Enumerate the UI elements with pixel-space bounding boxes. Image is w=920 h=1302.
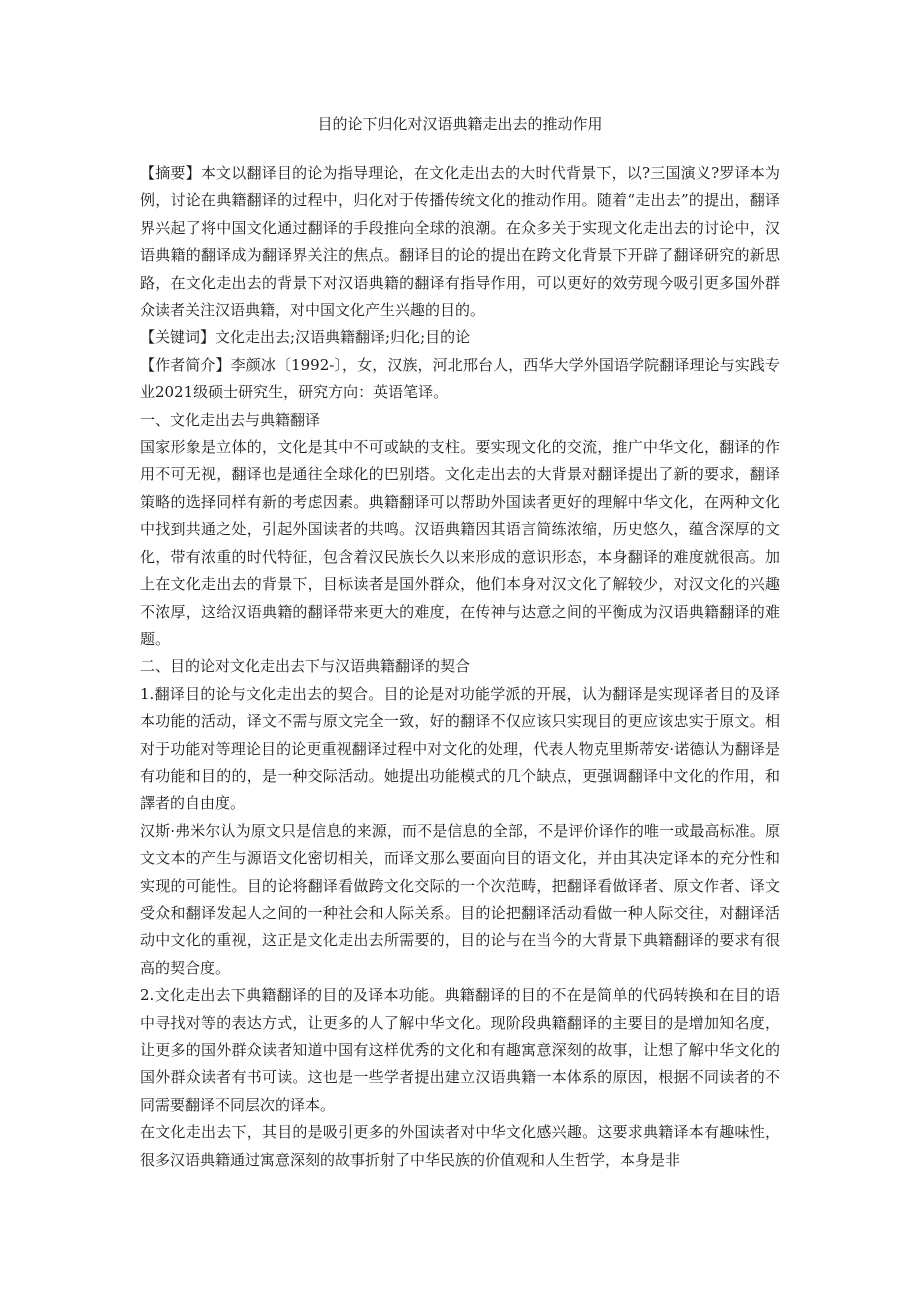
author-bio-paragraph: 【作者简介】李颜冰〔1992-〕，女，汉族，河北邢台人，西华大学外国语学院翻译理论与实践专业2021级硕士研究生，研究方向：英语笔译。	[140, 355, 780, 402]
body-paragraph: 国家形象是立体的，文化是其中不可或缺的支柱。要实现文化的交流，推广中华文化，翻译的作用不可无视，翻译也是通往全球化的巴别塔。文化走出去的大背景对翻译提出了新的要求，翻译策略的选择同样有新的考虑因素。典籍翻译可以帮助外国读者更好的理解中华文化，在两种文化中找到共通之处，引起外国读者的共鸣。汉语典籍因其语言简练浓缩，历史悠久，蕴含深厚的文化，带有浓重的时代特征，包含着汉民族长久以来形成的意识形态，本身翻译的难度就很高。加上在文化走出去的背景下，目标读者是国外群众，他们本身对汉文化了解较少，对汉文化的兴趣不浓厚，这给汉语典籍的翻译带来更大的难度，在传神与达意之间的平衡成为汉语典籍翻译的难题。	[140, 438, 780, 648]
body-paragraph: 1.翻译目的论与文化走出去的契合。目的论是对功能学派的开展，认为翻译是实现译者目的及译本功能的活动，译文不需与原文完全一致，好的翻译不仅应该只实现目的更应该忠实于原文。相对于功能对等理论目的论更重视翻译过程中对文化的处理，代表人物克里斯蒂安·诺德认为翻译是有功能和目的的，是一种交际活动。她提出功能模式的几个缺点，更强调翻译中文化的作用，和譯者的自由度。	[140, 684, 780, 813]
body-paragraph: 在文化走出去下，其目的是吸引更多的外国读者对中华文化感兴趣。这要求典籍译本有趣味性，很多汉语典籍通过寓意深刻的故事折射了中华民族的价值观和人生哲学，本身是非	[140, 1123, 780, 1169]
keywords-paragraph: 【关键词】文化走出去;汉语典籍翻译;归化;目的论	[140, 328, 471, 347]
abstract-paragraph: 【摘要】本文以翻译目的论为指导理论，在文化走出去的大时代背景下，以?三国演义?罗译本为例，讨论在典籍翻译的过程中，归化对于传播传统文化的推动作用。随着“走出去”的提出，翻译界兴起了将中国文化通过翻译的手段推向全球的浪潮。在众多关于实现文化走出去的讨论中，汉语典籍的翻译成为翻译界关注的焦点。翻译目的论的提出在跨文化背景下开辟了翻译研究的新思路，在文化走出去的背景下对汉语典籍的翻译有指导作用，可以更好的效劳现今吸引更多国外群众读者关注汉语典籍，对中国文化产生兴趣的目的。	[140, 164, 780, 320]
document-page	[140, 112, 780, 1174]
section-heading-1: 一、文化走出去与典籍翻译	[140, 410, 321, 429]
document-title: 目的论下归化对汉语典籍走出去的推动作用	[317, 115, 603, 133]
body-paragraph: 2.文化走出去下典籍翻译的目的及译本功能。典籍翻译的目的不在是简单的代码转换和在目的语中寻找对等的表达方式，让更多的人了解中华文化。现阶段典籍翻译的主要目的是增加知名度，让更多的国外群众读者知道中国有这样优秀的文化和有趣寓意深刻的故事，让想了解中华文化的国外群众读者有书可读。这也是一些学者提出建立汉语典籍一本体系的原因，根据不同读者的不同需要翻译不同层次的译本。	[140, 986, 780, 1114]
section-heading-2: 二、目的论对文化走出去下与汉语典籍翻译的契合	[140, 657, 471, 676]
body-paragraph: 汉斯·弗米尔认为原文只是信息的来源，而不是信息的全部，不是评价译作的唯一或最高标准。原文文本的产生与源语文化密切相关，而译文那么要面向目的语文化，并由其决定译本的充分性和实现的可能性。目的论将翻译看做跨文化交际的一个次范畴，把翻译看做译者、原文作者、译文受众和翻译发起人之间的一种社会和人际关系。目的论把翻译活动看做一种人际交往，对翻译活动中文化的重视，这正是文化走出去所需要的，目的论与在当今的大背景下典籍翻译的要求有很高的契合度。	[140, 821, 780, 977]
